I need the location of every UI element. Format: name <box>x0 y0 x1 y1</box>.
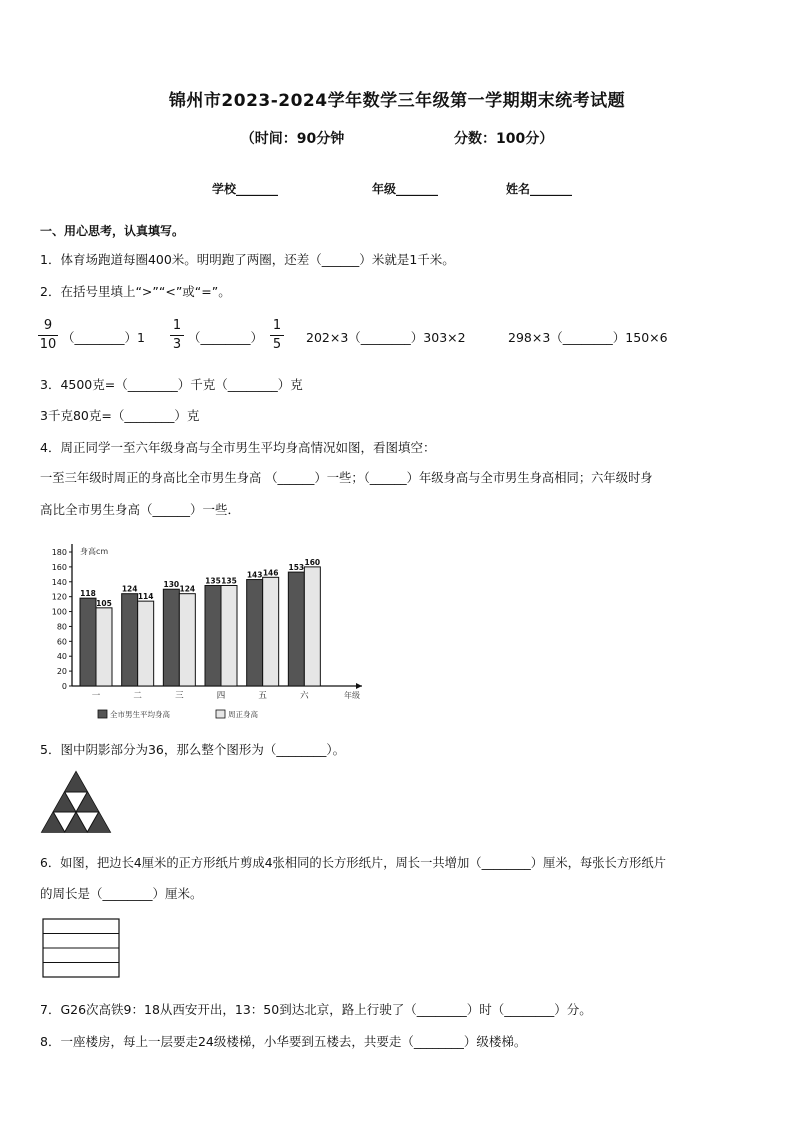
data-label: 146 <box>262 568 279 578</box>
data-label: 130 <box>163 580 180 590</box>
exam-time: （时间：90分钟 <box>240 131 345 147</box>
legend-swatch <box>98 710 107 718</box>
fraction-9-10 <box>38 318 58 353</box>
compare-blank-2[interactable]: （________） <box>188 330 264 345</box>
x-tick-label: 六 <box>300 691 309 701</box>
data-label: 105 <box>96 598 112 608</box>
shaded-triangle <box>65 772 88 792</box>
legend-swatch <box>216 710 225 718</box>
question-8: 8．一座楼房，每上一层要走24级楼梯，小华要到五楼去，共要走（________）级楼梯。 <box>40 1034 527 1049</box>
bar <box>96 608 112 686</box>
x-tick-label: 二 <box>133 691 142 701</box>
fraction-denominator: 3 <box>172 337 182 352</box>
y-tick-label: 0 <box>61 682 67 691</box>
y-axis-label: 身高cm <box>80 547 109 556</box>
compare-expression-4[interactable]: 298×3（________）150×6 <box>508 330 668 345</box>
data-label: 160 <box>304 557 321 567</box>
fraction-numerator: 1 <box>272 318 282 333</box>
name-field[interactable]: 姓名_______ <box>506 182 573 196</box>
y-tick-label: 20 <box>56 667 67 677</box>
y-tick-label: 120 <box>51 592 67 602</box>
bar <box>122 594 138 686</box>
school-field[interactable]: 学校_______ <box>212 182 279 196</box>
bar <box>263 577 279 686</box>
data-label: 124 <box>121 584 138 594</box>
data-label: 118 <box>80 589 96 599</box>
question-5: 5．图中阴影部分为36，那么整个图形为（________）。 <box>40 742 346 757</box>
bar <box>205 586 221 687</box>
fraction-numerator: 1 <box>172 318 182 333</box>
bar <box>247 580 263 686</box>
compare-blank-1[interactable]: （________）1 <box>62 330 145 345</box>
x-tick-label: 三 <box>175 691 184 701</box>
x-axis-arrow <box>356 683 362 689</box>
y-tick-label: 160 <box>51 562 67 572</box>
section-heading: 一、用心思考，认真填写。 <box>40 224 185 238</box>
grade-field[interactable]: 年级_______ <box>372 182 439 196</box>
y-tick-label: 80 <box>56 622 67 632</box>
data-label: 135 <box>205 576 221 586</box>
x-tick-label: 四 <box>216 691 226 701</box>
exam-subtitle <box>0 128 794 148</box>
question-4: 4．周正同学一至六年级身高与全市男生平均身高情况如图，看图填空： <box>40 440 436 455</box>
fraction-numerator: 9 <box>43 318 53 333</box>
data-label: 124 <box>179 584 196 594</box>
page-title: 锦州市2023-2024学年数学三年级第一学期期末统考试题 <box>168 91 626 111</box>
question-1: 1．体育场跑道每圈400米。明明跑了两圈，还差（______）米就是1千米。 <box>40 252 455 267</box>
question-6a: 6．如图，把边长4厘米的正方形纸片剪成4张相同的长方形纸片，周长一共增加（________）厘米，每张长方形纸片 <box>40 856 667 870</box>
height-bar-chart <box>36 532 376 722</box>
question-3a: 3．4500克=（________）千克（________）克 <box>40 377 303 392</box>
bar <box>179 594 195 686</box>
y-tick-label: 140 <box>51 577 67 587</box>
y-tick-label: 100 <box>51 607 67 617</box>
x-axis-label: 年级 <box>344 691 360 700</box>
question-4-line2: 高比全市男生身高（______）一些． <box>40 502 241 517</box>
y-tick-label: 60 <box>56 637 67 647</box>
triangle-figure <box>40 770 112 834</box>
question-3b: 3千克80克=（________）克 <box>40 408 200 423</box>
question-6b: 的周长是（________）厘米。 <box>40 886 203 901</box>
data-label: 135 <box>221 576 237 586</box>
x-tick-label: 五 <box>258 691 267 701</box>
bar <box>221 586 237 687</box>
compare-expression-3[interactable]: 202×3（________）303×2 <box>306 330 466 345</box>
y-tick-label: 40 <box>56 652 67 662</box>
fraction-denominator: 10 <box>39 337 57 352</box>
bar <box>80 598 96 686</box>
data-label: 143 <box>246 570 263 580</box>
question-7: 7．G26次高铁9：18从西安开出，13：50到达北京，路上行驶了（________）时（________）分。 <box>40 1002 592 1017</box>
question-4-line1: 一至三年级时周正的身高比全市男生身高 （______）一些；（______）年级身高与全市男生身高相同；六年级时身 <box>40 471 653 485</box>
data-label: 114 <box>137 592 154 602</box>
bar <box>288 572 304 686</box>
y-tick-label: 180 <box>51 548 67 557</box>
data-label: 153 <box>288 563 305 573</box>
legend-label: 周正身高 <box>228 710 258 719</box>
fraction-1-5 <box>270 318 284 353</box>
x-tick-label: 一 <box>91 691 101 701</box>
fraction-1-3 <box>170 318 184 353</box>
bar <box>138 601 154 686</box>
bar <box>304 567 320 686</box>
legend-label: 全市男生平均身高 <box>110 710 170 719</box>
fraction-denominator: 5 <box>272 337 282 352</box>
bar <box>163 589 179 686</box>
exam-score: 分数：100分） <box>454 131 554 147</box>
square-strips-figure <box>42 918 122 980</box>
question-2: 2．在括号里填上“>”“<”或“=”。 <box>40 284 231 299</box>
